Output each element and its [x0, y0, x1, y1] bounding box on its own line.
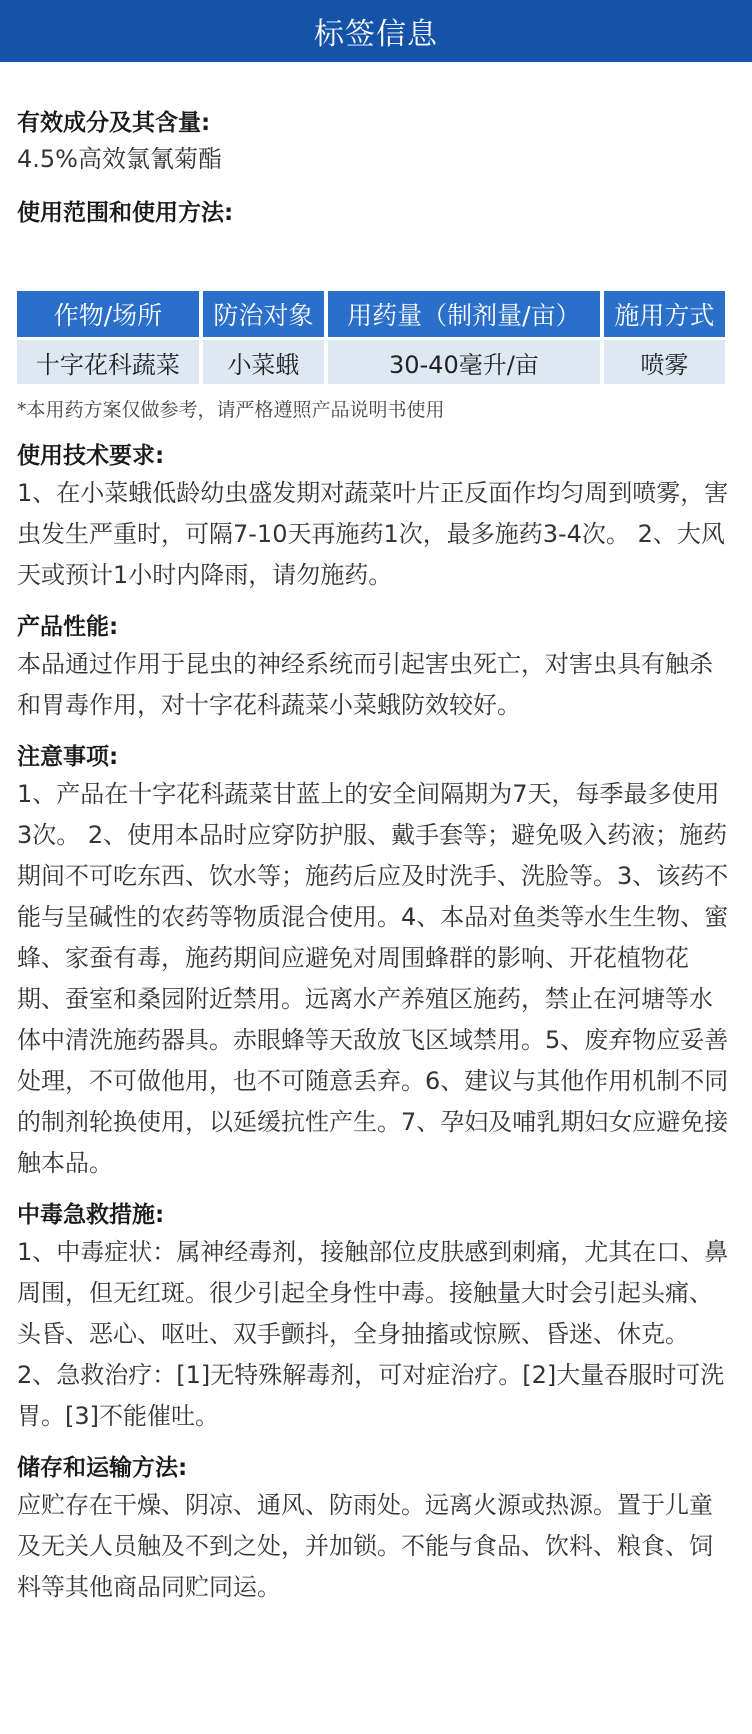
tech-body: 1、在小菜蛾低龄幼虫盛发期对蔬菜叶片正反面作均匀周到喷雾，害虫发生严重时，可隔7-10天再施药1次，最多施药3-4次。 2、大风天或预计1小时内降雨，请勿施药。: [17, 479, 729, 589]
first-aid-body: 1、中毒症状：属神经毒剂，接触部位皮肤感到刺痛，尤其在口、鼻周围，但无红斑。很少引起全身性中毒。接触量大时会引起头痛、头昏、恶心、呕吐、双手颤抖，全身抽搐或惊厥、昏迷、休克。 2、急救治疗：[1]无特殊解毒剂，可对症治疗。[2]大量吞服时可洗胃。[3]不能催吐。: [17, 1238, 729, 1430]
storage-title: 储存和运输方法:: [17, 1455, 188, 1481]
performance-body: 本品通过作用于昆虫的神经系统而引起害虫死亡，对害虫具有触杀和胃毒作用，对十字花科蔬菜小菜蛾防效较好。: [17, 650, 713, 719]
cell-dosage: 30-40毫升/亩: [328, 340, 600, 384]
column-header-method: 施用方式: [604, 291, 725, 337]
column-header-target: 防治对象: [203, 291, 324, 337]
cautions-title: 注意事项:: [17, 744, 119, 770]
table-row: [17, 340, 725, 384]
table-header-row: [17, 291, 725, 337]
usage-note: *本用药方案仅做参考，请严格遵照产品说明书使用: [17, 399, 445, 421]
label-content: [0, 106, 752, 1608]
storage-body: 应贮存在干燥、阴凉、通风、防雨处。远离火源或热源。置于儿童及无关人员触及不到之处，并加锁。不能与食品、饮料、粮食、饲料等其他商品同贮同运。: [17, 1491, 713, 1601]
cell-target: 小菜蛾: [203, 340, 324, 384]
first-aid-title: 中毒急救措施:: [17, 1202, 165, 1228]
cautions-body: 1、产品在十字花科蔬菜甘蓝上的安全间隔期为7天，每季最多使用3次。 2、使用本品时应穿防护服、戴手套等；避免吸入药液；施药期间不可吃东西、饮水等；施药后应及时洗手、洗脸等。3、该药不能与呈碱性的农药等物质混合使用。4、本品对鱼类等水生生物、蜜蜂、家蚕有毒，施药期间应避免对周围蜂群的影响、开花植物花期、蚕室和桑园附近禁用。远离水产养殖区施药，禁止在河塘等水体中清洗施药器具。赤眼蜂等天敌放飞区域禁用。5、废弃物应妥善处理，不可做他用，也不可随意丢弃。6、建议与其他作用机制不同的制剂轮换使用，以延缓抗性产生。7、孕妇及哺乳期妇女应避免接触本品。: [17, 780, 729, 1177]
dosage-table: [13, 288, 729, 387]
page-title: 标签信息: [314, 17, 438, 52]
column-header-dosage: 用药量（制剂量/亩）: [328, 291, 600, 337]
usage-title: 使用范围和使用方法:: [17, 200, 234, 226]
ingredients-title: 有效成分及其含量:: [17, 110, 211, 136]
column-header-crop: 作物/场所: [17, 291, 199, 337]
performance-title: 产品性能:: [17, 614, 119, 640]
tech-title: 使用技术要求:: [17, 443, 165, 469]
page-header: [0, 0, 752, 62]
ingredients-value: 4.5%高效氯氰菊酯: [17, 145, 222, 173]
cell-method: 喷雾: [604, 340, 725, 384]
cell-crop: 十字花科蔬菜: [17, 340, 199, 384]
